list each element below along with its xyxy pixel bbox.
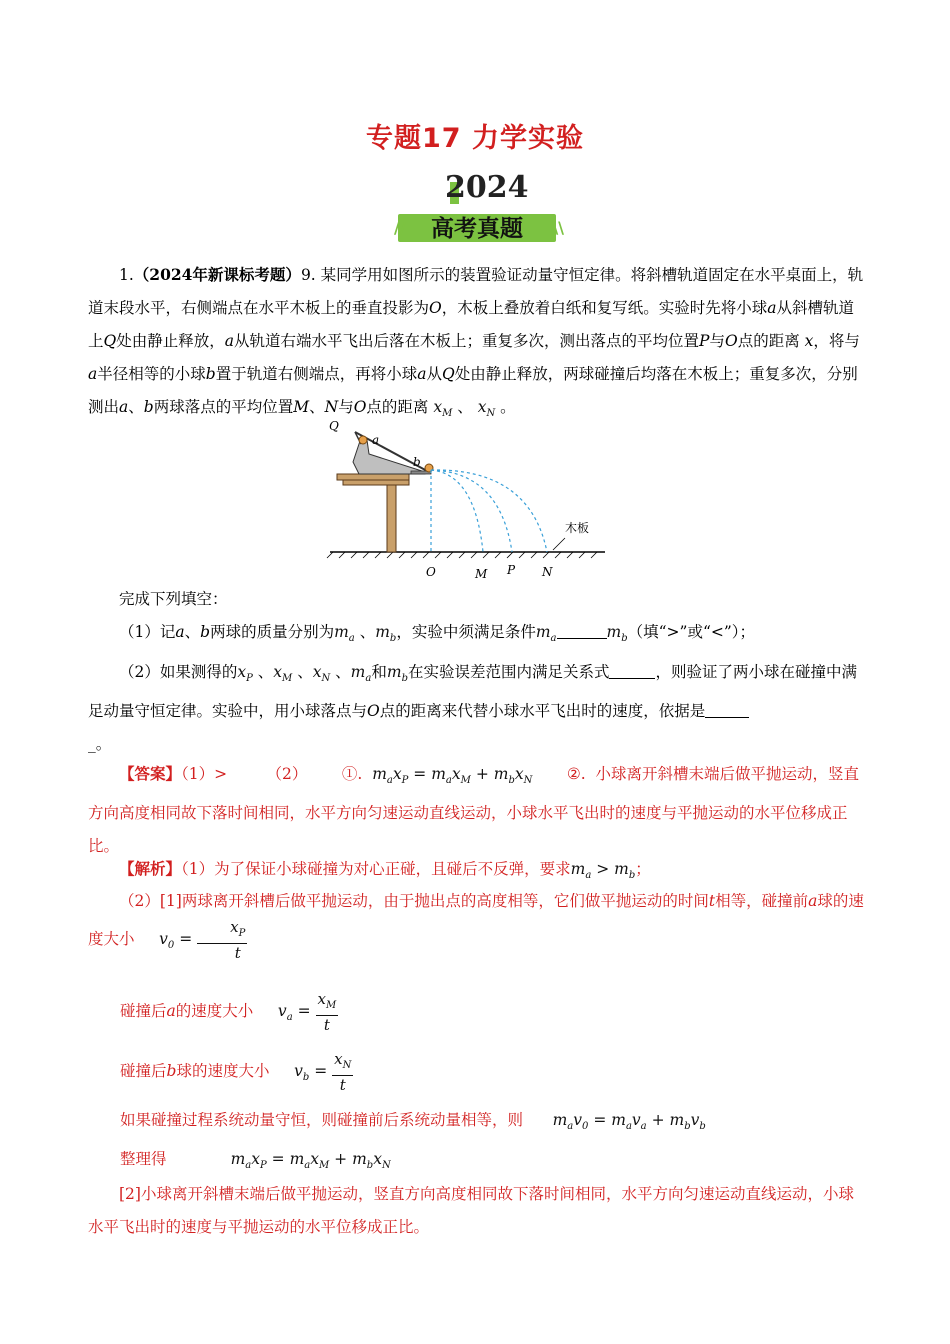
- label-b: b: [413, 455, 421, 469]
- label-board: 木板: [565, 521, 590, 535]
- table-top: [337, 474, 409, 480]
- label-O: O: [426, 565, 436, 579]
- label-Q: Q: [329, 419, 339, 433]
- analysis-line-6: 整理得 $m_ax_P = m_ax_M + m_bx_N$: [120, 1150, 391, 1172]
- analysis-line-2: （2）[1]两球离开斜槽后做平抛运动，由于抛出点的高度相等，它们做平抛运动的时间t相等，碰撞前a球的速度大小 $v_0$ = $\frac{x_P}{t}$: [88, 892, 864, 962]
- fill-part-1: （1）记a、b两球的质量分别为$m_a$ 、$m_b$，实验中须满足条件$m_a$ $m_b$（填“>”或“<”）；: [119, 623, 756, 645]
- badge-year: 2024: [445, 170, 529, 205]
- analysis-line-1: 【解析】（1）为了保证小球碰撞为对心正碰，且碰后不反弹，要求$m_a > m_b$；: [119, 859, 651, 882]
- fill-intro: 完成下列填空：: [119, 590, 228, 608]
- table-leg: [387, 485, 396, 552]
- label-a: a: [372, 433, 380, 447]
- analysis-line-5: 如果碰撞过程系统动量守恒，则碰撞前后系统动量相等，则 $m_av_0 = m_av_a + m_bv_b$: [120, 1111, 706, 1133]
- blank-1[interactable]: [557, 622, 607, 639]
- analysis-line-7: [2]小球离开斜槽末端后做平抛运动，竖直方向高度相同故下落时间相同，水平方向匀速运动直线运动，小球水平飞出时的速度与平抛运动的水平位移成正比。: [88, 1185, 854, 1236]
- badge-label: 高考真题: [431, 216, 523, 242]
- blank-3[interactable]: [705, 701, 749, 718]
- page-title: 专题17 力学实验: [366, 123, 584, 154]
- label-P: P: [507, 563, 516, 577]
- label-N: N: [542, 565, 553, 579]
- ball-a: [359, 436, 367, 444]
- badge-right-slash-icon: \\: [552, 218, 564, 237]
- answer-block: 【答案】（1）> （2） ①. $m_ax_P = m_ax_M + m_bx_N$ ②. 小球离开斜槽末端后做平抛运动，竖直方向高度相同故下落时间相同，水平方向匀速运动直线运动，小球水平飞出时的速度与平抛运动的水平位移成正比。: [88, 764, 860, 856]
- table-apron: [343, 480, 409, 485]
- trajectories: [431, 470, 547, 552]
- analysis-line-4: 碰撞后b球的速度大小 $v_b$ = $\frac{x_N}{t}$: [120, 1050, 352, 1094]
- fill-part-2: （2）如果测得的$x_P$ 、$x_M$ 、$x_N$ 、$m_a$和$m_b$在实验误差范围内满足关系式 ，则验证了两小球在碰撞中满足动量守恒定律。实验中，用小球落点与O点的距离来代替小球水平飞出时的速度，依据是 _。: [88, 663, 857, 754]
- label-M: M: [475, 567, 488, 581]
- ground-hatch: [327, 552, 597, 558]
- section-badge: [384, 212, 570, 246]
- question-stem: 1.（2024年新课标考题）9. 某同学用如图所示的装置验证动量守恒定律。将斜槽轨道固定在水平桌面上，轨道末段水平，右侧端点在水平木板上的垂直投影为O，木板上叠放着白纸和复写纸。实验时先将小球a从斜槽轨道上Q处由静止释放，a从轨道右端水平飞出后落在木板上；重复多次，测出落点的平均位置P与O点的距离 x，将与a半径相等的小球b置于轨道右侧端点，再将小球a从Q处由静止释放，两球碰撞后均落在木板上；重复多次，分别测出a、b两球落点的平均位置M、N与O点的距离 $x_M$ 、 $x_N$ 。: [88, 265, 864, 420]
- blank-2[interactable]: [609, 662, 655, 679]
- ball-b: [425, 464, 433, 472]
- badge-left-slash-icon: //: [394, 218, 406, 237]
- analysis-line-3: 碰撞后a的速度大小 $v_a$ = $\frac{x_M}{t}$: [120, 990, 337, 1034]
- experiment-figure: [325, 416, 625, 581]
